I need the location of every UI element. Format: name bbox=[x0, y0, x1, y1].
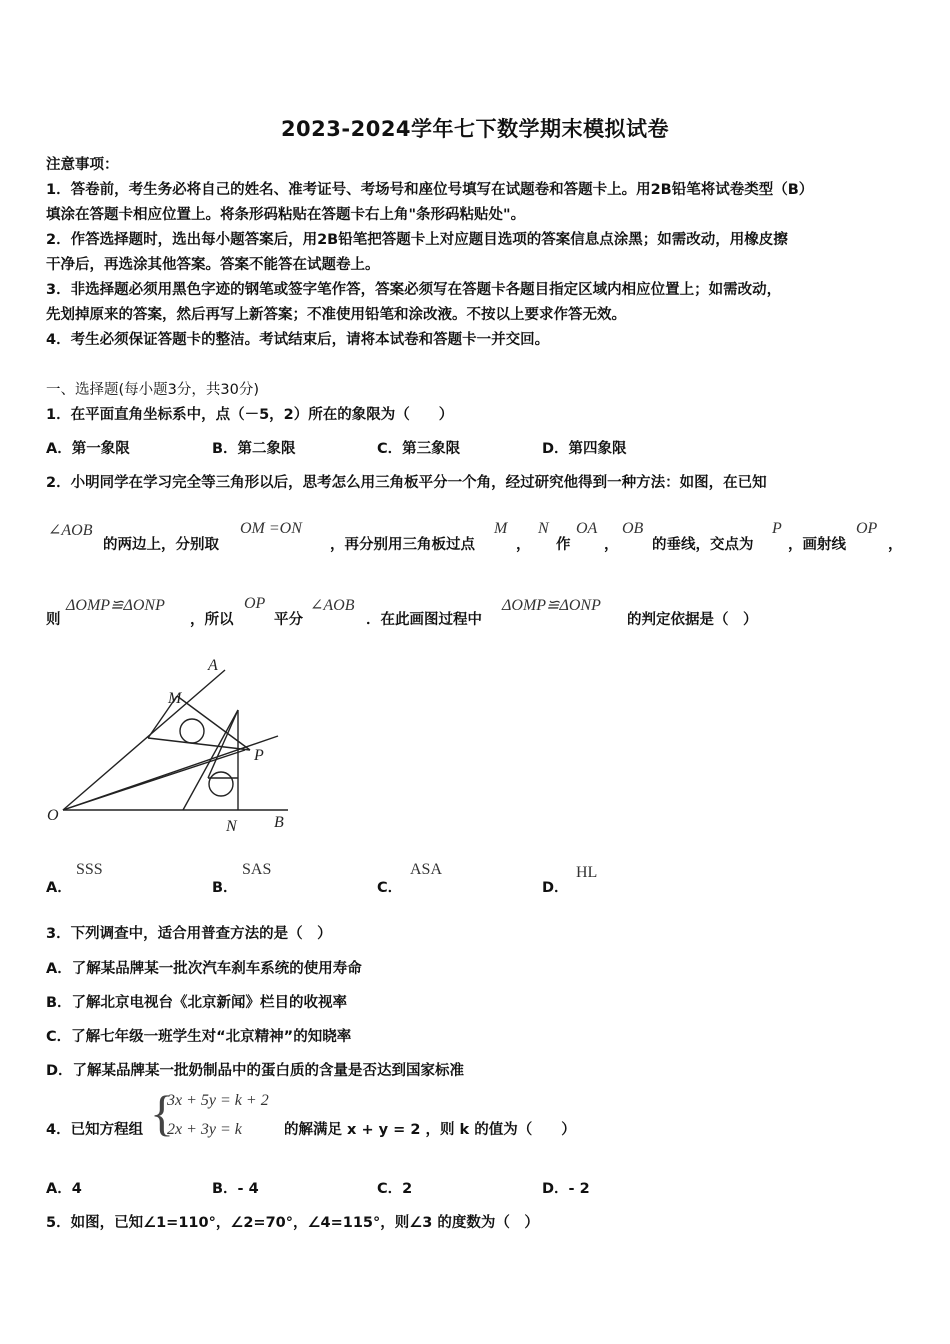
math-p: P bbox=[772, 520, 782, 537]
q4-option-a: A．4 bbox=[46, 1181, 82, 1197]
math-n: N bbox=[538, 520, 549, 537]
label-p: P bbox=[254, 747, 264, 764]
q4-prefix: 4．已知方程组 bbox=[46, 1122, 144, 1138]
notice-line: 干净后，再选涂其他答案。答案不能答在试题卷上。 bbox=[46, 257, 380, 273]
notice-line: 4．考生必须保证答题卡的整洁。考试结束后，请将本试卷和答题卡一并交回。 bbox=[46, 332, 550, 348]
notice-line: 先划掉原来的答案，然后再写上新答案；不准使用铅笔和涂改液。不按以上要求作答无效。 bbox=[46, 307, 626, 323]
q2-text: 的两边上，分别取 bbox=[103, 537, 219, 553]
math-congruence: ΔOMP≌ΔONP bbox=[66, 597, 165, 614]
triangle-edge bbox=[148, 738, 250, 750]
q3-option-a: A．了解某品牌某一批次汽车刹车系统的使用寿命 bbox=[46, 961, 362, 977]
q2-option-a-value: SSS bbox=[76, 861, 103, 878]
label-a: A bbox=[208, 657, 218, 674]
q2-option-c-letter: C． bbox=[377, 880, 403, 896]
equation-1: 3x + 5y = k + 2 bbox=[167, 1092, 269, 1109]
q3-option-d: D．了解某品牌某一批奶制品中的蛋白质的含量是否达到国家标准 bbox=[46, 1063, 465, 1079]
q2-option-a-letter: A． bbox=[46, 880, 72, 896]
q2-text: 则 bbox=[46, 612, 61, 628]
page-title: 2023-2024学年七下数学期末模拟试卷 bbox=[280, 117, 670, 141]
label-b: B bbox=[274, 814, 284, 831]
triangle-edge bbox=[208, 710, 238, 778]
q1-stem: 1．在平面直角坐标系中，点（－5，2）所在的象限为（ ） bbox=[46, 407, 454, 423]
angle-bisector-figure bbox=[40, 650, 310, 840]
notice-line: 3．非选择题必须用黑色字迹的钢笔或签字笔作答，答案必须写在答题卡各题目指定区域内相应位置上；如需改动， bbox=[46, 282, 782, 298]
notice-line: 填涂在答题卡相应位置上。将条形码粘贴在答题卡右上角"条形码粘贴处"。 bbox=[46, 207, 526, 223]
q2-text: ，画射线 bbox=[788, 537, 846, 553]
triangle-edge bbox=[183, 710, 238, 810]
q4-option-b: B．- 4 bbox=[212, 1181, 259, 1197]
q3-stem: 3．下列调查中，适合用普查方法的是（ ） bbox=[46, 926, 332, 942]
notice-line: 2．作答选择题时，选出每小题答案后，用2B铅笔把答题卡上对应题目选项的答案信息点涂黑；如需改动，用橡皮擦 bbox=[46, 232, 788, 248]
label-n: N bbox=[226, 818, 237, 835]
triangle-hole bbox=[180, 719, 204, 743]
q2-text: 平分 bbox=[274, 612, 303, 628]
q2-option-c-value: ASA bbox=[410, 861, 443, 878]
math-angle-aob: ∠AOB bbox=[48, 522, 93, 539]
q3-option-c: C．了解七年级一班学生对“北京精神”的知晓率 bbox=[46, 1029, 352, 1045]
math-angle-aob: ∠AOB bbox=[310, 597, 355, 614]
label-o: O bbox=[47, 807, 59, 824]
triangle-edge bbox=[63, 750, 245, 810]
label-m: M bbox=[168, 690, 182, 707]
equation-system-brace: { bbox=[150, 1085, 174, 1141]
q2-text: ， bbox=[888, 537, 903, 553]
q2-text: 的判定依据是（ ） bbox=[627, 612, 758, 628]
equation-2: 2x + 3y = k bbox=[167, 1121, 242, 1138]
notice-heading: 注意事项： bbox=[46, 157, 119, 173]
q2-text: ， bbox=[604, 537, 619, 553]
math-op: OP bbox=[856, 520, 878, 537]
math-oa: OA bbox=[576, 520, 598, 537]
q4-option-c: C．2 bbox=[377, 1181, 413, 1197]
math-ob: OB bbox=[622, 520, 644, 537]
q4-suffix: 的解满足 x + y = 2 ，则 k 的值为（ ） bbox=[284, 1122, 576, 1138]
math-op: OP bbox=[244, 595, 266, 612]
q2-option-b-letter: B． bbox=[212, 880, 238, 896]
q2-text: ，再分别用三角板过点 bbox=[330, 537, 475, 553]
q4-option-d: D．- 2 bbox=[542, 1181, 590, 1197]
math-m: M bbox=[494, 520, 508, 537]
q2-text: ， bbox=[516, 537, 531, 553]
section-heading: 一、选择题(每小题3分，共30分) bbox=[46, 382, 259, 398]
q2-text: ．在此画图过程中 bbox=[366, 612, 482, 628]
q2-option-d-letter: D． bbox=[542, 880, 569, 896]
q2-text: 的垂线，交点为 bbox=[652, 537, 754, 553]
q3-option-b: B．了解北京电视台《北京新闻》栏目的收视率 bbox=[46, 995, 348, 1011]
q2-text: 作 bbox=[556, 537, 571, 553]
q5-stem: 5．如图，已知∠1=110°，∠2=70°，∠4=115°，则∠3 的度数为（ ） bbox=[46, 1215, 539, 1231]
notice-line: 1．答卷前，考生务必将自己的姓名、准考证号、考场号和座位号填写在试题卷和答题卡上。用2B铅笔将试卷类型（B） bbox=[46, 182, 814, 198]
q1-option-a: A．第一象限 bbox=[46, 441, 130, 457]
q1-option-c: C．第三象限 bbox=[377, 441, 461, 457]
q2-option-b-value: SAS bbox=[242, 861, 272, 878]
math-om-on: OM =ON bbox=[240, 520, 302, 537]
triangle-hole bbox=[209, 772, 233, 796]
q2-text: ，所以 bbox=[190, 612, 234, 628]
q1-option-b: B．第二象限 bbox=[212, 441, 296, 457]
q2-stem: 2．小明同学在学习完全等三角形以后，思考怎么用三角板平分一个角，经过研究他得到一种方法：如图，在已知 bbox=[46, 475, 767, 491]
q1-option-d: D．第四象限 bbox=[542, 441, 627, 457]
math-congruence: ΔOMP≌ΔONP bbox=[502, 597, 601, 614]
q2-option-d-value: HL bbox=[576, 864, 598, 881]
